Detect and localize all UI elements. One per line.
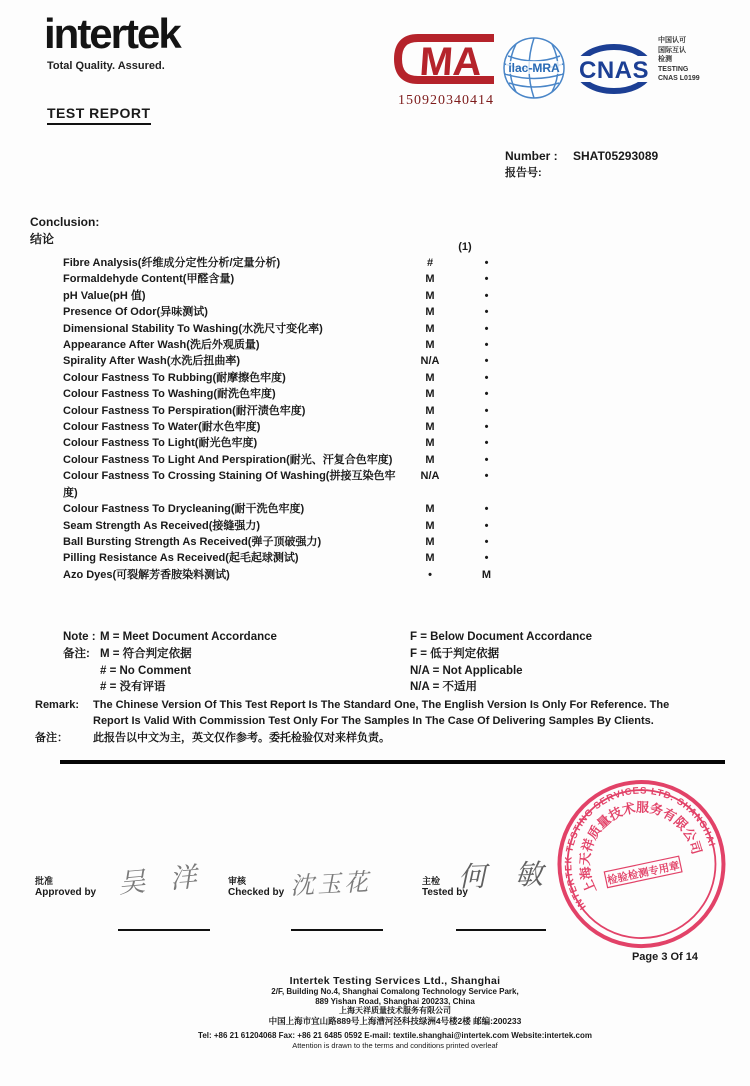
- result-main: M: [425, 503, 435, 516]
- cnas-icon: [576, 44, 652, 94]
- test-row: [63, 468, 533, 501]
- result-main: M: [425, 552, 435, 565]
- test-name: Azo Dyes(可裂解芳香胺染料测试): [63, 568, 230, 581]
- note-rows: [0, 629, 750, 696]
- test-name: Seam Strength As Received(接缝强力): [63, 519, 261, 532]
- remark-row-en: [35, 698, 715, 729]
- cnas-line: TESTING: [658, 65, 689, 73]
- result-col1: •: [484, 322, 489, 335]
- result-col1: •: [484, 535, 489, 548]
- cnas-line: 检测: [658, 56, 672, 63]
- note-row: [63, 646, 750, 663]
- test-name: Dimensional Stability To Washing(水洗尺寸变化率): [63, 322, 323, 335]
- result-col1: •: [484, 257, 489, 269]
- footer-attention: Attention is drawn to the terms and conditions printed overleaf: [292, 1040, 498, 1050]
- note-label: Note :: [63, 631, 96, 643]
- approved-by-zh: 批准: [35, 876, 54, 886]
- cnas-line: 中国认可: [658, 37, 686, 44]
- result-main: M: [425, 437, 435, 450]
- cma-accreditation-mark: [388, 28, 504, 109]
- note-right: N/A = Not Applicable: [410, 664, 523, 677]
- cnas-letters: CNAS: [578, 57, 650, 84]
- result-main: •: [428, 568, 432, 581]
- test-row: [63, 452, 533, 468]
- test-name: Colour Fastness To Washing(耐洗色牢度): [63, 388, 276, 401]
- cnas-line: 国际互认: [658, 46, 686, 54]
- footer-address2: 889 Yishan Road, Shanghai 200233, China: [315, 996, 475, 1006]
- note-left: M = Meet Document Accordance: [100, 631, 277, 643]
- test-row: [63, 337, 533, 353]
- result-main: M: [425, 535, 435, 548]
- result-col1: •: [484, 437, 489, 450]
- stamp-seal-icon: [539, 762, 743, 966]
- note-left: # = No Comment: [100, 664, 192, 677]
- result-main: M: [425, 322, 435, 335]
- note-right: F = 低于判定依据: [410, 647, 500, 660]
- test-row: [63, 304, 533, 320]
- test-row: [63, 419, 533, 435]
- approved-by-label: [35, 876, 96, 898]
- test-name: Formaldehyde Content(甲醛含量): [63, 273, 235, 286]
- remark-label: Remark:: [35, 699, 80, 711]
- report-number-label: Number :: [505, 149, 558, 163]
- report-number-label-zh: 报告号:: [505, 167, 542, 179]
- checked-by-label: [228, 876, 284, 898]
- test-name: Ball Bursting Strength As Received(弹子顶破强力): [63, 535, 322, 548]
- test-row: [63, 403, 533, 419]
- cnas-line: CNAS L0199: [658, 75, 700, 82]
- result-col1: •: [484, 339, 489, 352]
- remark-label-zh: 备注：: [35, 732, 68, 744]
- result-col1: •: [484, 355, 489, 368]
- test-name: Colour Fastness To Drycleaning(耐干洗色牢度): [63, 503, 305, 516]
- ilac-mra-icon: [502, 36, 566, 100]
- test-row: [63, 501, 533, 517]
- checked-by-zh: 审核: [228, 876, 247, 886]
- conclusion-table-rows: [0, 255, 750, 583]
- conclusion-title: Conclusion:: [30, 215, 100, 229]
- footer: [55, 975, 735, 1051]
- signature-underline: [456, 929, 546, 931]
- result-col1: •: [484, 421, 489, 434]
- result-col1: •: [484, 552, 489, 565]
- result-col1: •: [484, 470, 489, 483]
- note-right: F = Below Document Accordance: [410, 631, 593, 643]
- intertek-logo: intertek: [44, 10, 180, 57]
- tested-by-signature: 何 敏: [457, 857, 554, 894]
- result-main: N/A: [420, 355, 440, 368]
- report-number-value: SHAT05293089: [573, 149, 659, 163]
- test-row: [63, 255, 533, 271]
- test-row: [63, 567, 533, 583]
- result-main: #: [426, 257, 434, 269]
- ilac-mra-label: ilac-MRA: [508, 61, 560, 75]
- note-label: 备注:: [63, 647, 90, 660]
- stamp-inner-text: 上海天祥质量技术服务有限公司: [577, 799, 705, 896]
- conclusion-table: [0, 240, 750, 583]
- ilac-mra-mark: [502, 36, 566, 105]
- note-label: [63, 663, 100, 680]
- result-main: M: [425, 339, 435, 352]
- result-col1: •: [484, 273, 489, 286]
- note-row: [63, 663, 750, 680]
- horizontal-divider: [60, 760, 725, 764]
- approved-by-en: Approved by: [35, 887, 97, 898]
- test-row: [63, 386, 533, 402]
- result-col1: •: [484, 306, 489, 319]
- checked-by-en: Checked by: [228, 887, 285, 898]
- footer-company: Intertek Testing Services Ltd., Shanghai: [289, 975, 501, 987]
- test-name: Pilling Resistance As Received(起毛起球测试): [63, 552, 299, 565]
- result-col1: •: [484, 371, 489, 384]
- result-main: N/A: [420, 470, 440, 483]
- test-row: [63, 550, 533, 566]
- test-row: [63, 534, 533, 550]
- tested-by-en: Tested by: [422, 887, 468, 898]
- test-row: [63, 435, 533, 451]
- test-row: [63, 518, 533, 534]
- company-stamp: [539, 762, 744, 971]
- cma-number: 150920340414: [398, 93, 494, 108]
- cma-icon: [388, 28, 504, 90]
- test-row: [63, 370, 533, 386]
- result-main: M: [425, 388, 435, 401]
- test-name: Colour Fastness To Rubbing(耐摩擦色牢度): [63, 371, 286, 384]
- stamp-center-text: 检验检测专用章: [606, 859, 681, 887]
- test-name: Appearance After Wash(洗后外观质量): [63, 339, 260, 352]
- test-row: [63, 353, 533, 369]
- remark-row-zh: [35, 731, 715, 747]
- checked-by-signature: 沈玉花: [289, 867, 372, 901]
- note-row: [63, 629, 750, 646]
- result-main: M: [425, 453, 435, 466]
- tested-by-zh: 主检: [422, 876, 441, 886]
- result-main: M: [425, 289, 435, 302]
- note-row: [63, 679, 750, 696]
- footer-company-zh: 上海天祥质量技术服务有限公司: [339, 1006, 451, 1015]
- page-title: TEST REPORT: [47, 105, 151, 125]
- result-main: M: [425, 371, 435, 384]
- note-section: [0, 629, 750, 696]
- page-number: Page 3 Of 14: [631, 951, 699, 963]
- test-name: Colour Fastness To Light And Perspiration(耐光、汗复合色牢度): [63, 453, 393, 466]
- note-right: N/A = 不适用: [410, 681, 477, 694]
- test-name: Colour Fastness To Crossing Staining Of Washing(拼接互染色牢度): [63, 470, 396, 499]
- result-col1: M: [481, 568, 492, 581]
- result-col1: •: [484, 519, 489, 532]
- logo-tagline: Total Quality. Assured.: [47, 60, 165, 72]
- result-col1: •: [484, 404, 489, 417]
- result-main: M: [425, 306, 435, 319]
- stamp-ring-text: INTERTEK TESTING SERVICES LTD. SHANGHAI: [563, 785, 718, 912]
- test-row: [63, 288, 533, 304]
- result-col1: •: [484, 453, 489, 466]
- cnas-text-block: [658, 36, 700, 84]
- remark-text-zh: 此报告以中文为主，英文仅作参考。委托检验仅对来样负责。: [93, 732, 390, 744]
- result-col1: •: [484, 289, 489, 302]
- test-row: [63, 321, 533, 337]
- result-col1: •: [484, 388, 489, 401]
- cnas-accreditation-mark: [576, 44, 652, 99]
- footer-contact: Tel: +86 21 61204068 Fax: +86 21 6485 0592 E-mail: textile.shanghai@intertek.com Website:intertek.com: [198, 1030, 592, 1040]
- test-name: Fibre Analysis(纤维成分定性分析/定量分析): [63, 257, 281, 269]
- result-main: M: [425, 273, 435, 286]
- note-left: # = 没有评语: [100, 681, 166, 694]
- approved-by-signature: 吴 洋: [117, 861, 207, 900]
- result-col1: •: [484, 503, 489, 516]
- note-left: M = 符合判定依据: [100, 647, 192, 660]
- footer-address1: 2/F, Building No.4, Shanghai Comalong Technology Service Park,: [271, 987, 519, 996]
- test-name: pH Value(pH 值): [63, 289, 146, 302]
- remark-section: [35, 698, 715, 747]
- test-name: Spirality After Wash(水洗后扭曲率): [63, 355, 241, 368]
- remark-text: The Chinese Version Of This Test Report Is The Standard One, The English Version Is Only For Reference. The Report Is Valid With Commission Test Only For The Samples In The Case Of Delivering Samples By Clients.: [93, 699, 670, 727]
- footer-address-zh: 中国上海市宜山路889号上海漕河泾科技绿洲4号楼2楼 邮编:200233: [268, 1016, 522, 1026]
- conclusion-table-header: [0, 240, 750, 255]
- result-main: M: [425, 519, 435, 532]
- result-main: M: [425, 404, 435, 417]
- conclusion-title-zh: 结论: [30, 232, 55, 246]
- note-label: [63, 679, 100, 696]
- column-header: (1): [458, 241, 472, 253]
- signature-underline: [118, 929, 210, 931]
- signature-underline: [291, 929, 383, 931]
- test-row: [63, 271, 533, 287]
- test-name: Colour Fastness To Light(耐光色牢度): [63, 437, 258, 450]
- test-name: Colour Fastness To Water(耐水色牢度): [63, 421, 261, 434]
- test-name: Colour Fastness To Perspiration(耐汗渍色牢度): [63, 404, 306, 417]
- test-name: Presence Of Odor(异味测试): [63, 306, 208, 319]
- result-main: M: [425, 421, 435, 434]
- cma-letters: MA: [418, 40, 484, 84]
